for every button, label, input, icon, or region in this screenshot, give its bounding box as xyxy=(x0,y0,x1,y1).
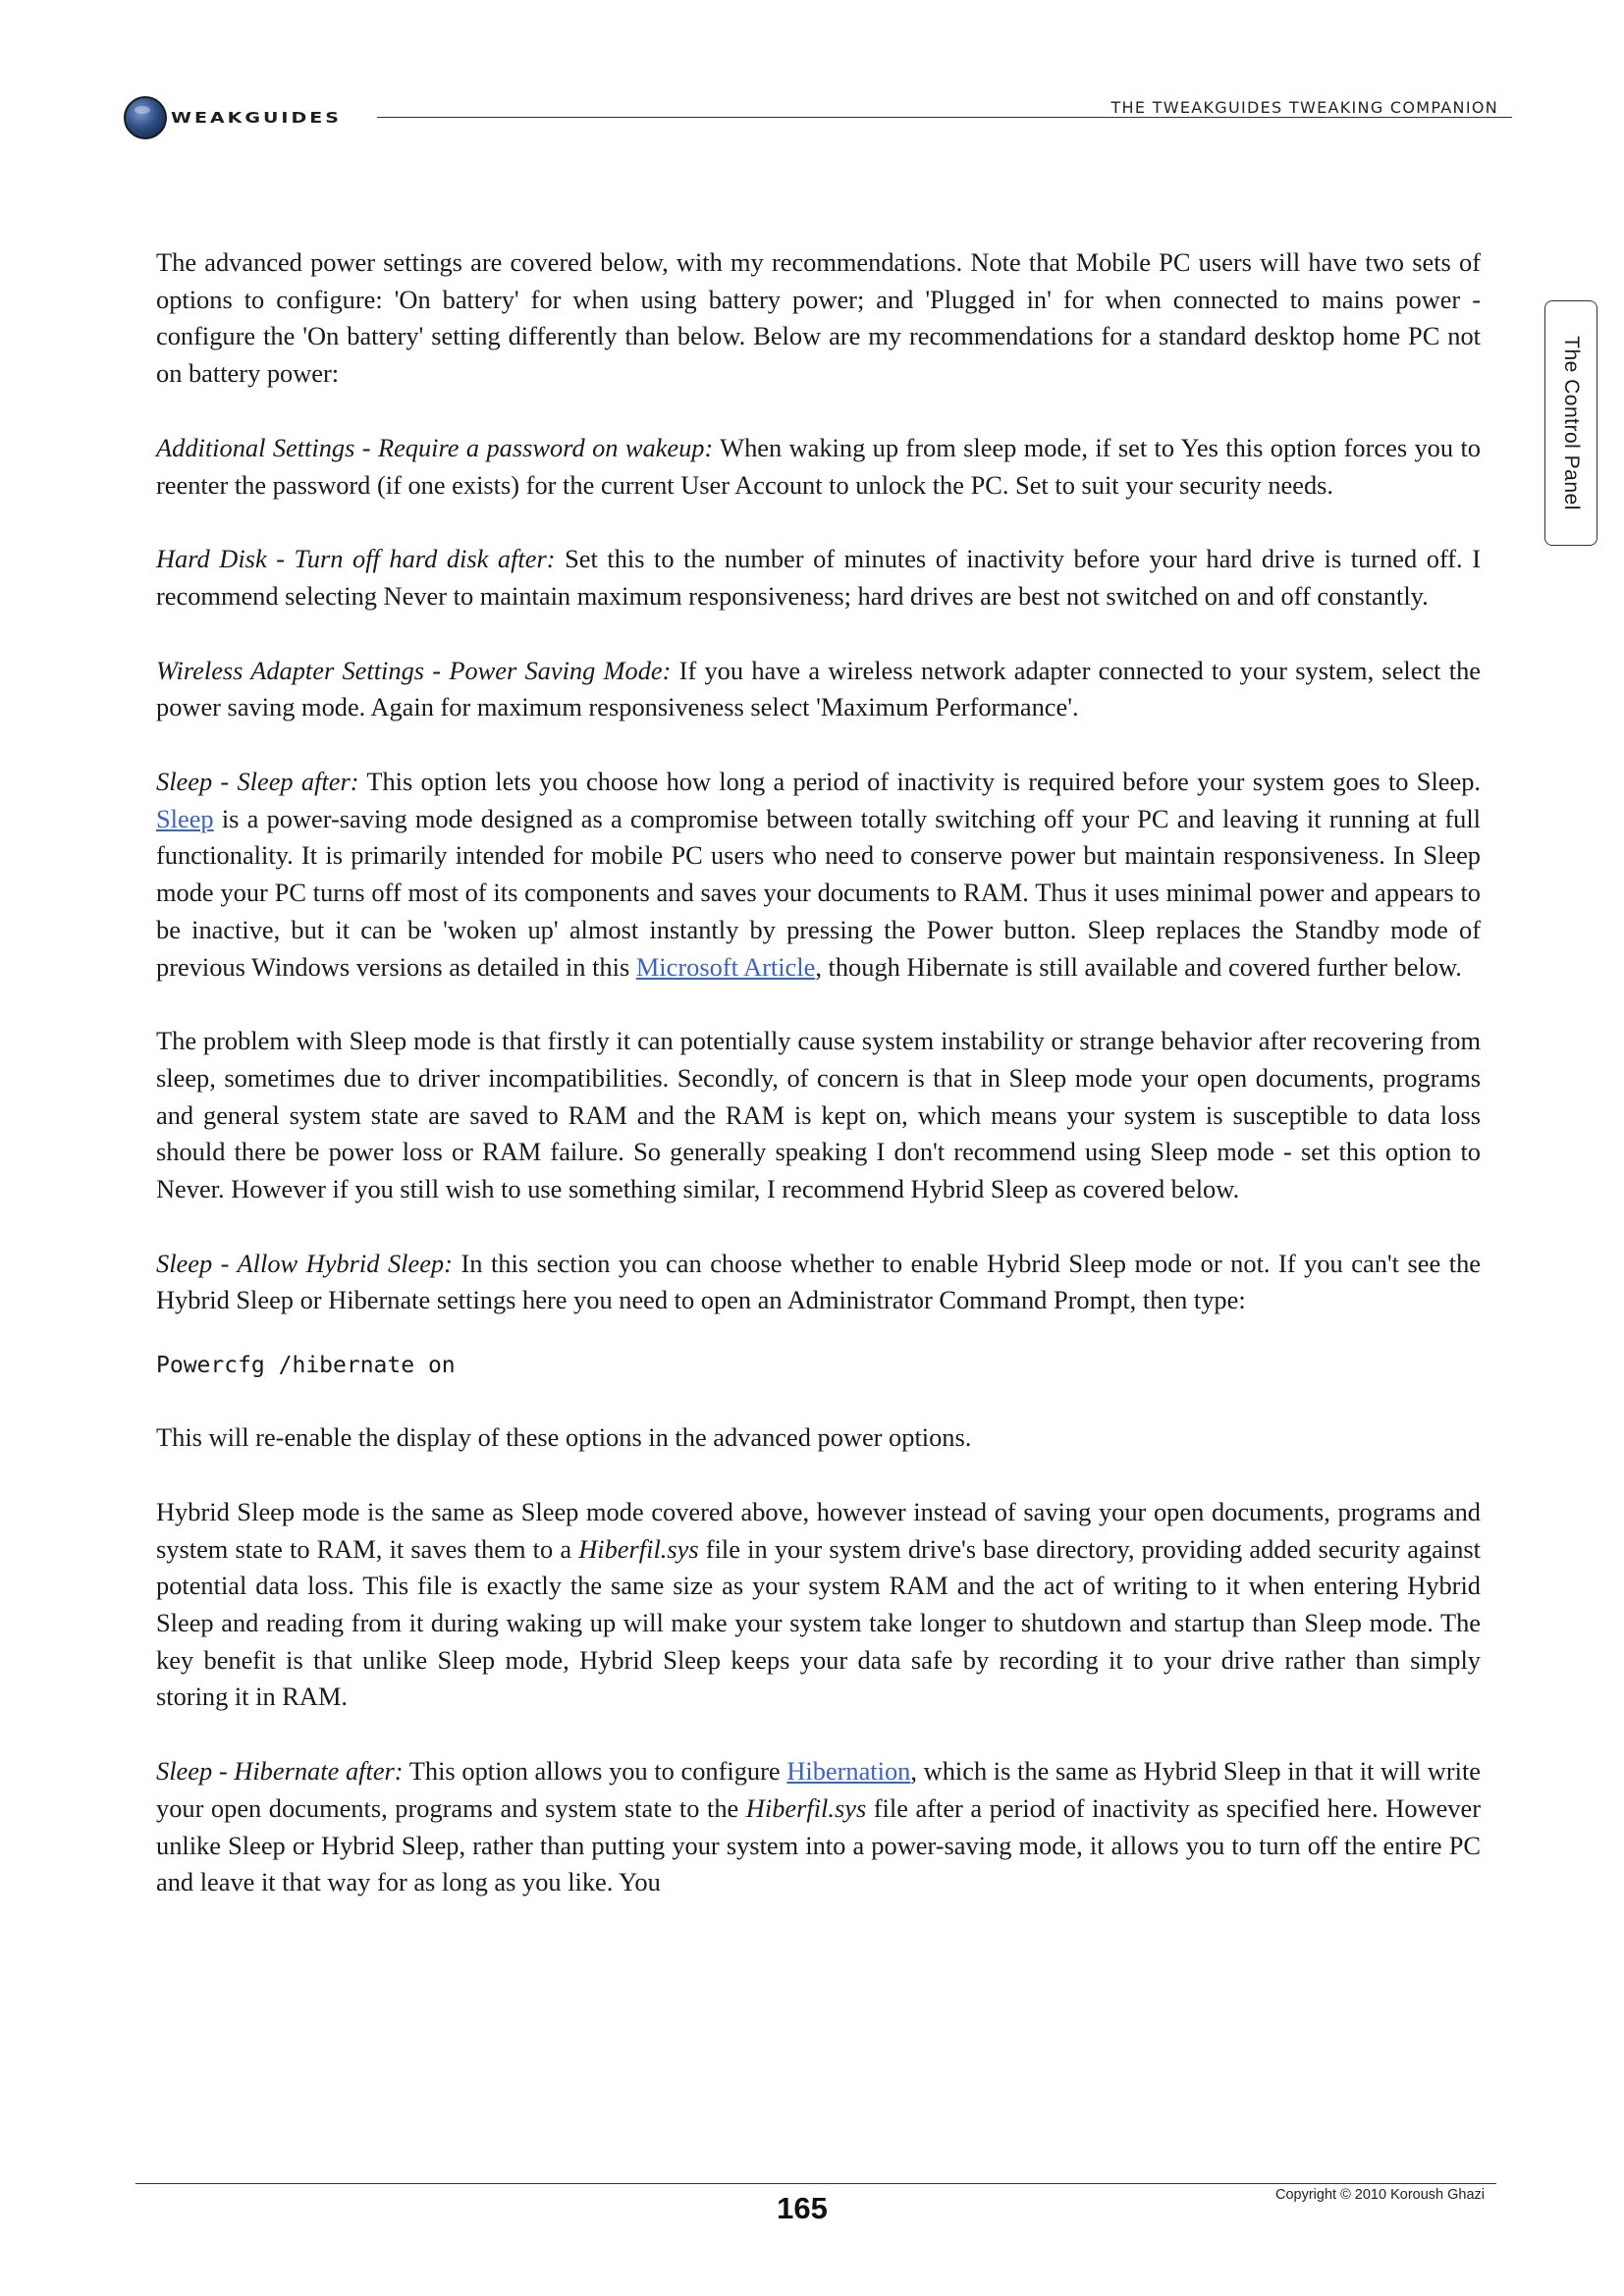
setting-term: Sleep - Hibernate after: xyxy=(156,1756,404,1787)
filename: Hiberfil.sys xyxy=(745,1792,867,1823)
chapter-side-tab xyxy=(1544,300,1597,546)
hibernation-link[interactable]: Hibernation xyxy=(786,1756,911,1787)
page-number: 165 xyxy=(777,2191,828,2225)
paragraph-sleep-problems: The problem with Sleep mode is that firstly it can potentially cause system instability or strange behavior after recovering from sleep, sometimes due to driver incompatibilities. Secondly, of concern is that in Sleep mode your open documents, programs and general system state are saved to RAM and the RAM is kept on, which means your system is susceptible to data loss should there be power loss or RAM failure. So generally speaking I don't recommend using Sleep mode - set this option to Never. However if you still wish to use something similar, I recommend Hybrid Sleep as covered below. xyxy=(156,1026,1481,1204)
paragraph-reenable: This will re-enable the display of these options in the advanced power options. xyxy=(156,1422,972,1453)
running-header-title: THE TWEAKGUIDES TWEAKING COMPANION xyxy=(1110,98,1498,117)
command-code: Powercfg /hibernate on xyxy=(156,1353,456,1379)
paragraph-sleep-after: Sleep - Sleep after: This option lets you choose how long a period of inactivity is required before your system goes to Sleep. Sleep is a power-saving mode designed as a compromise between totally switching off your PC and leaving it running at full functionality. It is primarily intended for mobile PC users who need to conserve power but maintain responsiveness. In Sleep mode your PC turns off most of its components and saves your documents to RAM. Thus it uses minimal power and appears to be inactive, but it can be 'woken up' almost instantly by pressing the Power button. Sleep replaces the Standby mode of previous Windows versions as detailed in this Microsoft Article, though Hibernate is still available and covered further below. xyxy=(156,767,1482,982)
logo-text: WEAKGUIDES xyxy=(171,109,342,127)
filename: Hiberfil.sys xyxy=(578,1533,699,1564)
paragraph-hybrid-sleep-details: Hybrid Sleep mode is the same as Sleep mode covered above, however instead of saving your open documents, programs and system state to RAM, it saves them to a Hiberfil.sys file in your system drive's base directory, providing added security against potential data loss. This file is exactly the same size as your system RAM and the act of writing to it when entering Hybrid Sleep and reading from it during waking up will make your system take longer to shutdown and startup than Sleep mode. The key benefit is that unlike Sleep mode, Hybrid Sleep keeps your data safe by recording it to your drive rather than simply storing it in RAM. xyxy=(156,1496,1481,1712)
globe-logo-icon xyxy=(124,96,167,139)
site-logo xyxy=(124,94,342,141)
paragraph-intro: The advanced power settings are covered below, with my recommendations. Note that Mobile PC users will have two sets of options to configure: 'On battery' for when using battery power; and 'Plugged in' for when connected to mains power - configure the 'On battery' setting differently than below. Below are my recommendations for a standard desktop home PC not on battery power: xyxy=(156,247,1481,389)
footer-divider xyxy=(135,2183,1496,2184)
setting-term: Additional Settings - Require a password on wakeup: xyxy=(156,432,714,462)
setting-term: Wireless Adapter Settings - Power Saving Mode: xyxy=(156,655,672,685)
chapter-side-tab-label: The Control Panel xyxy=(1560,336,1583,510)
paragraph-hibernate-after: Sleep - Hibernate after: This option allows you to configure Hibernation, which is the same as Hybrid Sleep in that it will write your open documents, programs and system state to the Hiberfil.sys file after a period of inactivity as specified here. However unlike Sleep or Hybrid Sleep, rather than putting your system into a power-saving mode, it allows you to turn off the entire PC and leave it that way for as long as you like. You xyxy=(156,1756,1482,1897)
page-body xyxy=(156,244,1481,1939)
paragraph-password-on-wakeup: Additional Settings - Require a password on wakeup: When waking up from sleep mode, if set to Yes this option forces you to reenter the password (if one exists) for the current User Account to unlock the PC. Set to suit your security needs. xyxy=(156,432,1481,500)
paragraph-hard-disk: Hard Disk - Turn off hard disk after: Set this to the number of minutes of inactivity before your hard drive is turned off. I recommend selecting Never to maintain maximum responsiveness; hard drives are best not switched on and off constantly. xyxy=(156,544,1481,611)
header-divider xyxy=(377,117,1512,118)
microsoft-article-link[interactable]: Microsoft Article xyxy=(635,951,816,982)
paragraph-wireless-adapter: Wireless Adapter Settings - Power Saving Mode: If you have a wireless network adapter connected to your system, select the power saving mode. Again for maximum responsiveness select 'Maximum Performance'. xyxy=(156,655,1481,722)
setting-term: Sleep - Sleep after: xyxy=(156,767,359,797)
paragraph-hybrid-sleep: Sleep - Allow Hybrid Sleep: In this section you can choose whether to enable Hybrid Sleep mode or not. If you can't see the Hybrid Sleep or Hibernate settings here you need to open an Administrator Command Prompt, then type: xyxy=(156,1248,1481,1315)
copyright-notice: Copyright © 2010 Koroush Ghazi xyxy=(1275,2187,1485,2203)
setting-term: Hard Disk - Turn off hard disk after: xyxy=(156,544,556,574)
sleep-link[interactable]: Sleep xyxy=(156,803,214,833)
setting-term: Sleep - Allow Hybrid Sleep: xyxy=(156,1248,453,1278)
